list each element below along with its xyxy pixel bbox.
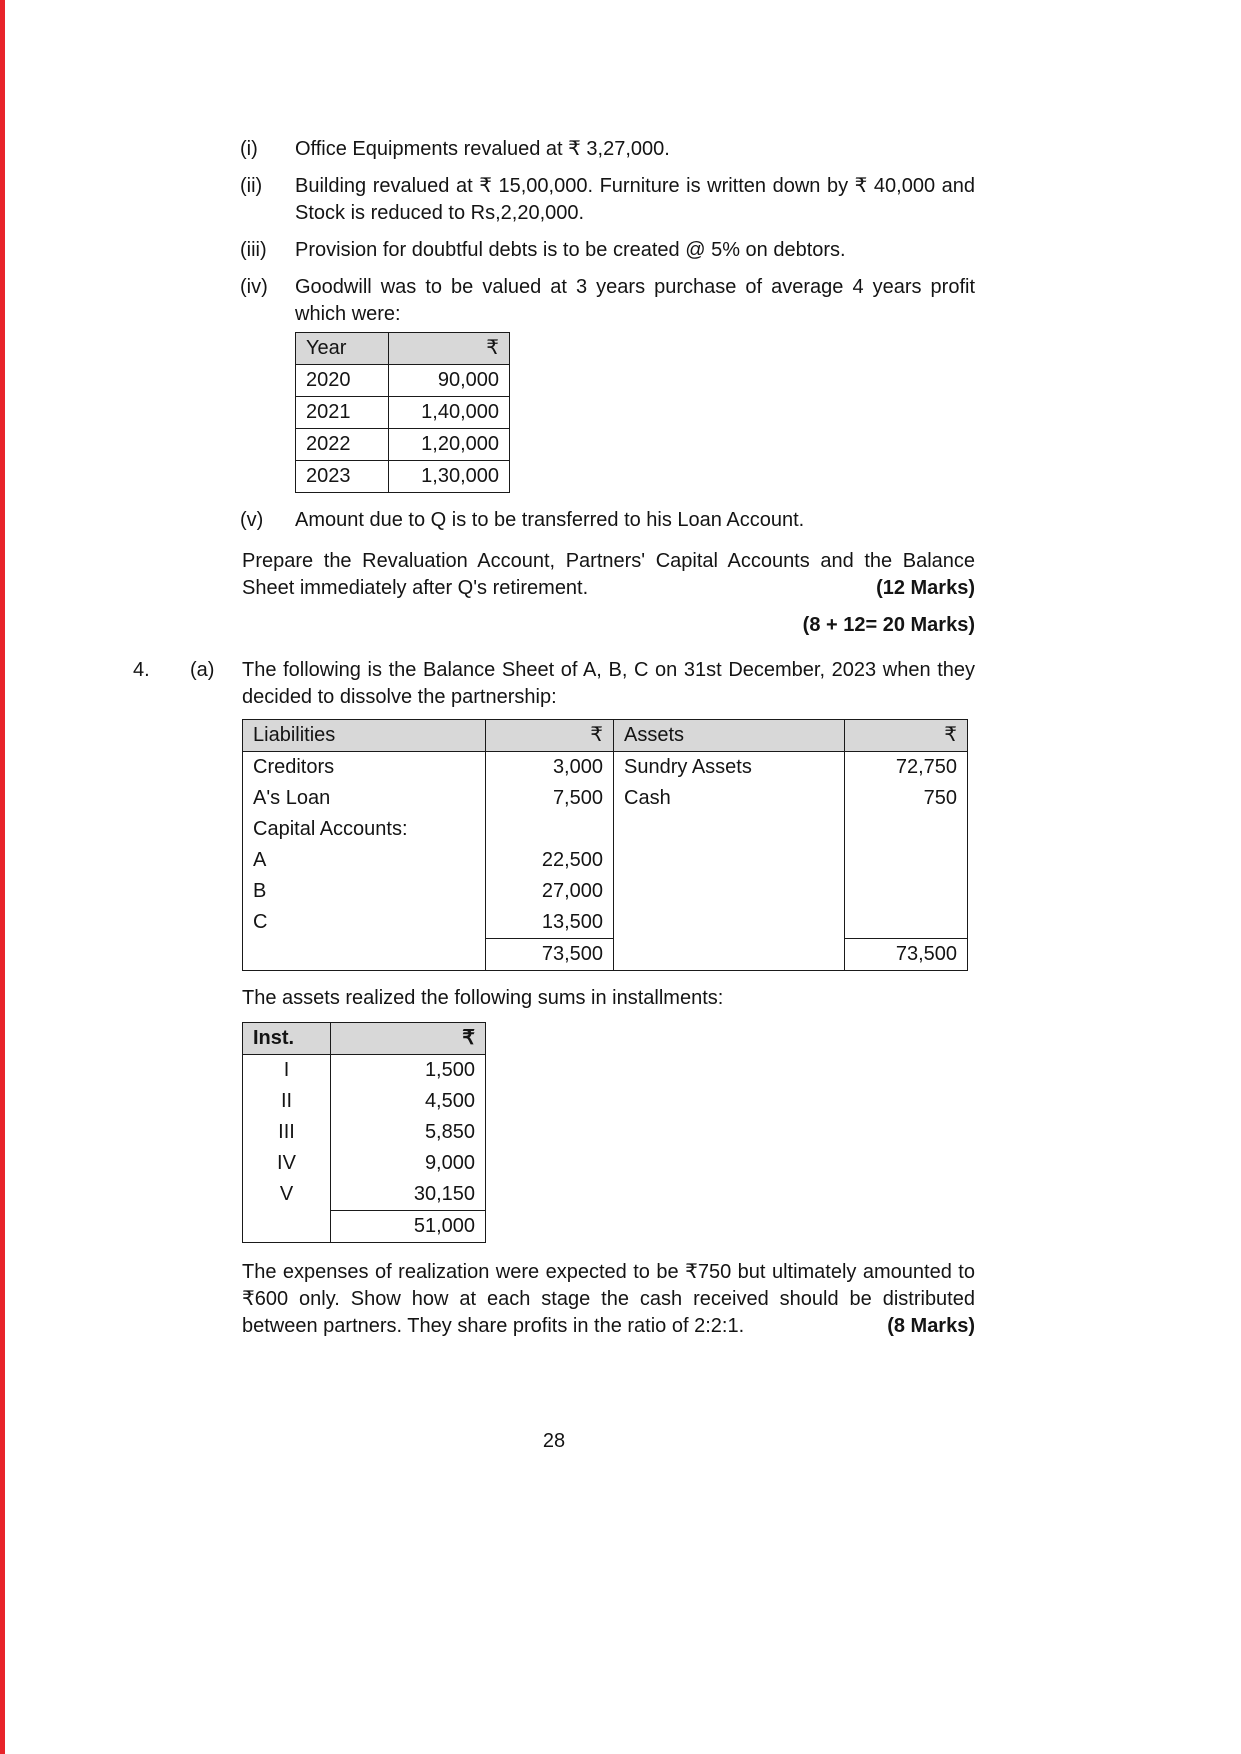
table-row — [243, 1055, 486, 1087]
table-cell: 27,000 — [486, 876, 614, 907]
table-row — [243, 752, 968, 784]
marks-badge: (12 Marks) — [864, 575, 975, 602]
list-item — [240, 274, 975, 328]
table-cell — [486, 814, 614, 845]
year-profit-table — [295, 332, 510, 493]
table-cell: I — [243, 1055, 331, 1087]
table-cell: 1,40,000 — [389, 397, 510, 429]
table-cell: A — [243, 845, 486, 876]
table-cell: 1,500 — [331, 1055, 486, 1087]
table-row — [243, 1086, 486, 1117]
table-cell — [614, 876, 845, 907]
table-cell: Cash — [614, 783, 845, 814]
table-row — [243, 1117, 486, 1148]
marks-badge: (8 Marks) — [875, 1313, 975, 1340]
table-cell: 4,500 — [331, 1086, 486, 1117]
table-header-cell: Liabilities — [243, 720, 486, 752]
item-label: (v) — [240, 509, 264, 531]
table-cell: V — [243, 1179, 331, 1211]
paragraph-text: The expenses of realization were expected to be ₹750 but ultimately amounted to ₹600 only. Show how at each stage the cash received should be distributed between partners. They share profits in the ratio of 2:2:1. — [242, 1261, 975, 1337]
table-cell: 750 — [845, 783, 968, 814]
table-cell: 2020 — [296, 365, 389, 397]
table-total-cell: 73,500 — [845, 939, 968, 971]
table-cell: 3,000 — [486, 752, 614, 784]
table-cell: B — [243, 876, 486, 907]
table-cell: Sundry Assets — [614, 752, 845, 784]
table-cell: Capital Accounts: — [243, 814, 486, 845]
list-item — [240, 136, 975, 163]
list-item — [240, 173, 975, 227]
table-total-cell: 51,000 — [331, 1211, 486, 1243]
table-cell: 2021 — [296, 397, 389, 429]
list-item — [240, 507, 975, 534]
table-cell: II — [243, 1086, 331, 1117]
page-number: 28 — [542, 1430, 566, 1452]
item-label: (i) — [240, 138, 258, 160]
table-row — [296, 429, 510, 461]
table-cell — [614, 907, 845, 939]
paragraph-text: Prepare the Revaluation Account, Partners' Capital Accounts and the Balance Sheet immediately after Q's retirement. — [242, 550, 975, 599]
table-cell: 90,000 — [389, 365, 510, 397]
table-header-cell: Year — [296, 333, 389, 365]
list-item — [240, 237, 975, 264]
table-cell: 72,750 — [845, 752, 968, 784]
table-row — [243, 876, 968, 907]
table-cell: III — [243, 1117, 331, 1148]
question-part: (a) — [190, 659, 215, 681]
table-row — [243, 1179, 486, 1211]
table-cell: 13,500 — [486, 907, 614, 939]
table-cell — [614, 845, 845, 876]
balance-sheet-table — [242, 719, 968, 971]
table-cell — [614, 939, 845, 971]
table-cell: 7,500 — [486, 783, 614, 814]
item-text: Amount due to Q is to be transferred to his Loan Account. — [295, 509, 805, 531]
question-number: 4. — [133, 659, 150, 681]
table-cell: 9,000 — [331, 1148, 486, 1179]
table-row — [243, 783, 968, 814]
table-header-cell: ₹ — [389, 333, 510, 365]
red-margin-line — [0, 0, 5, 1754]
table-cell — [614, 814, 845, 845]
table-cell: 1,30,000 — [389, 461, 510, 493]
prepare-paragraph — [242, 548, 975, 602]
table-cell: C — [243, 907, 486, 939]
table-cell: 5,850 — [331, 1117, 486, 1148]
table-header-cell: Inst. — [243, 1023, 331, 1055]
table-cell: 30,150 — [331, 1179, 486, 1211]
table-cell: A's Loan — [243, 783, 486, 814]
item-label: (iv) — [240, 276, 268, 298]
table-row — [296, 461, 510, 493]
question-sub-items — [240, 136, 975, 534]
table-totals-row — [243, 1211, 486, 1243]
table-total-cell: 73,500 — [486, 939, 614, 971]
installments-intro: The assets realized the following sums in installments: — [242, 987, 724, 1009]
question-intro: The following is the Balance Sheet of A, B, C on 31st December, 2023 when they decided to dissolve the partnership: — [242, 659, 975, 708]
table-header-row — [243, 1023, 486, 1055]
table-row — [243, 845, 968, 876]
table-header-cell: ₹ — [486, 720, 614, 752]
item-text: Goodwill was to be valued at 3 years purchase of average 4 years profit which were: — [295, 276, 975, 325]
table-header-cell: ₹ — [331, 1023, 486, 1055]
table-header-row — [243, 720, 968, 752]
table-cell: 2022 — [296, 429, 389, 461]
item-text: Building revalued at ₹ 15,00,000. Furniture is written down by ₹ 40,000 and Stock is reduced to Rs,2,20,000. — [295, 175, 975, 224]
table-cell — [845, 907, 968, 939]
table-cell: 22,500 — [486, 845, 614, 876]
table-row — [296, 365, 510, 397]
table-cell: IV — [243, 1148, 331, 1179]
item-text: Provision for doubtful debts is to be created @ 5% on debtors. — [295, 239, 846, 261]
table-cell — [845, 845, 968, 876]
table-cell: 2023 — [296, 461, 389, 493]
total-marks: (8 + 12= 20 Marks) — [802, 614, 975, 636]
installments-table — [242, 1022, 486, 1243]
table-row — [243, 1148, 486, 1179]
question-4a — [133, 657, 975, 711]
table-cell: Creditors — [243, 752, 486, 784]
table-row — [296, 397, 510, 429]
page-content — [133, 136, 975, 1350]
item-label: (ii) — [240, 175, 263, 197]
table-cell — [243, 1211, 331, 1243]
item-text: Office Equipments revalued at ₹ 3,27,000. — [295, 138, 670, 160]
table-cell: 1,20,000 — [389, 429, 510, 461]
table-cell — [845, 876, 968, 907]
table-cell — [243, 939, 486, 971]
balance-sheet-wrap — [242, 719, 975, 1340]
table-totals-row — [243, 939, 968, 971]
table-row — [243, 814, 968, 845]
table-header-cell: Assets — [614, 720, 845, 752]
table-header-cell: ₹ — [845, 720, 968, 752]
item-label: (iii) — [240, 239, 267, 261]
table-header-row — [296, 333, 510, 365]
closing-paragraph — [242, 1259, 975, 1340]
table-row — [243, 907, 968, 939]
table-cell — [845, 814, 968, 845]
